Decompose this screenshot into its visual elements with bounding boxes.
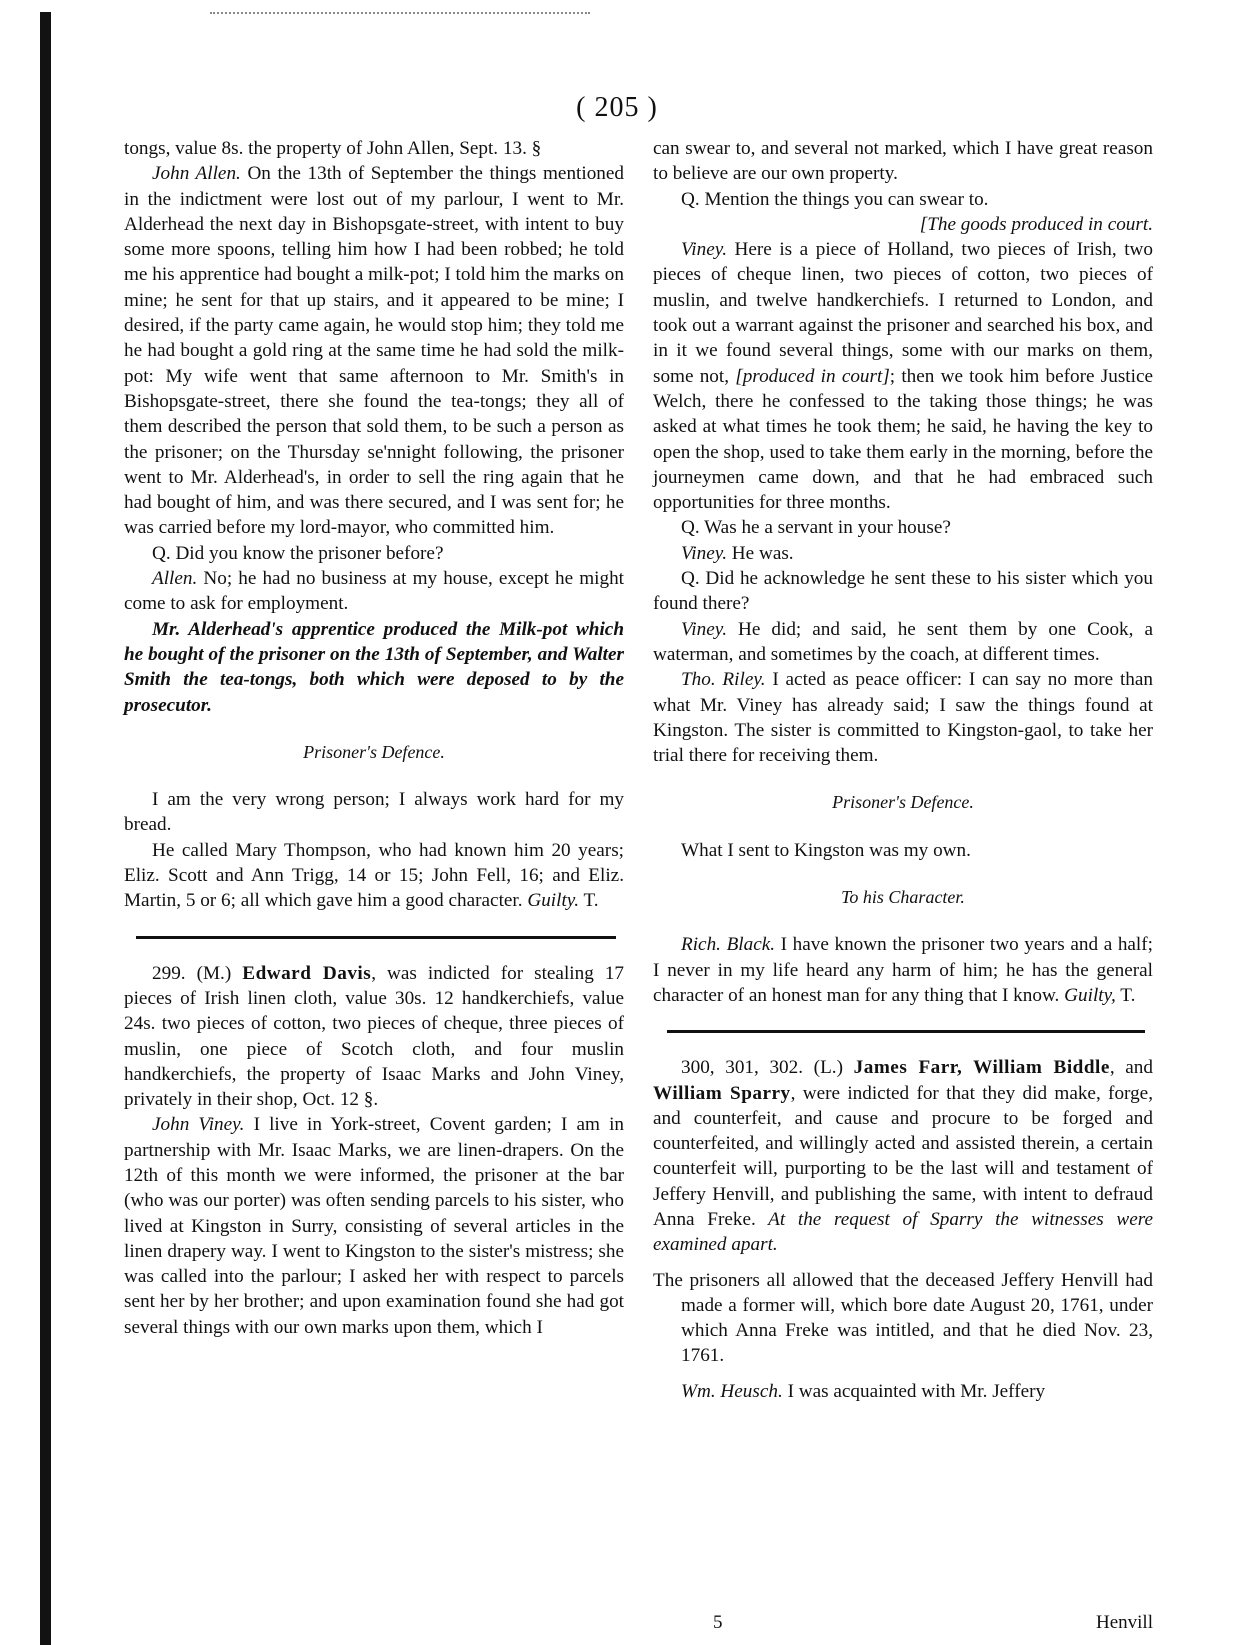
testimony-text: Here is a piece of Holland, two pieces of Irish, two pieces of cheque linen, two pieces of cotton, two pieces of muslin, and twelve handkerchiefs. I returned to London, and took out a warrant against the prisoner and searched his box, and in it we found several things, some with our marks on them, some not, [653, 239, 1153, 387]
testimony-text: I live in York-street, Covent garden; I am in partnership with Mr. Isaac Marks, we are linen-drapers. On the 12th of this month we were informed, the prisoner at the bar (who was our porter) was often sending parcels to his sister, who lived at Kingston in Surry, consisting of several articles in the linen drapery way. I went to Kingston to the sister's mistress; she was called into the parlour; I asked her with respect to parcels sent her by her brother; and upon examination found she had got several things with our own marks upon them, which I [124, 1114, 624, 1338]
paragraph: The prisoners all allowed that the deceased Jeffery Henvill had made a former will, which bore date August 20, 1761, under which Anna Freke was intitled, and that he died Nov. 23, 1761. [653, 1269, 1153, 1367]
section-divider [667, 1030, 1145, 1033]
section-heading: Prisoner's Defence. [832, 792, 974, 813]
paragraph [124, 161, 624, 540]
scan-artifact [210, 12, 590, 16]
indictment-text: , and [1109, 1057, 1153, 1079]
speaker-name: Viney. [681, 542, 727, 564]
question: Q. Did he acknowledge he sent these to his sister which you found there? [653, 568, 1153, 615]
court-note: Mr. Alderhead's apprentice produced the Milk-pot which he bought of the prisoner on the 13th of September, and Walter Smith the tea-tongs, both which were deposed to by the prosecutor. [124, 618, 624, 716]
indictment-text: , was indicted for stealing 17 pieces of Irish linen cloth, value 30s. 12 handkerchiefs, value 24s. two pieces of cotton, two pieces of cheque, three pieces of muslin, one piece of Scotch cloth, and four muslin handkerchiefs, the property of Isaac Marks and John Viney, privately in their shop, Oct. 12 §. [124, 962, 625, 1111]
question: Q. Mention the things you can swear to. [681, 188, 989, 210]
question: Q. Was he a servant in your house? [681, 517, 951, 539]
defendant-name: James Farr, William Biddle [853, 1057, 1110, 1079]
paragraph: I am the very wrong person; I always work hard for my bread. [124, 789, 624, 836]
speaker-name: Tho. Riley. [681, 669, 766, 691]
testimony-text: ; then we took him before Justice Welch, there he confessed to the taking those things; he was asked at what times he took them; he said, he having the key to open the shop, used to take them early in the morning, before the journeymen came down, and that he had embraced such opportunities for three months. [653, 365, 1153, 514]
testimony-text: On the 13th of September the things mentioned in the indictment were lost out of my parlour, I went to Mr. Alderhead the next day in Bishopsgate-street, with intent to buy some more spoons, telling him how I had been robbed; he told me his apprentice had bought a milk-pot; I told him the marks on mine; he sent for that up stairs, and it appeared to be mine; I desired, if the party came again, he would stop him; they told me he had bought a gold ring at the same time he had sold the milk-pot: My wife went that same afternoon to Mr. Smith's in Bishopsgate-street, there she found the tea-tongs; they all of them described the person that sold them, to be such a person as the prisoner; on the Thursday se'nnight following, the prisoner went to Mr. Alderhead's, in order to sell the ring again that he had bought of him, and was there secured, and I was sent for; he was carried before my lord-mayor, who committed him. [124, 163, 624, 539]
paragraph: can swear to, and several not marked, which I have great reason to believe are our own property. [653, 138, 1153, 185]
indictment-text: , were indicted for that they did make, forge, and counterfeit, and cause and procure to be forged and counterfeited, and willingly acted and assisted therein, a certain counterfeit will, purporting to be the last will and testament of Jeffery Henvill, and publishing the same, with intent to defraud Anna Freke. [653, 1082, 1153, 1230]
speaker-name: Allen. [152, 568, 198, 590]
speaker-name: Viney. [681, 239, 727, 261]
paragraph [124, 1112, 624, 1340]
speaker-name: Viney. [681, 618, 727, 640]
paragraph [653, 541, 1153, 566]
indictment-paragraph [653, 1055, 1153, 1257]
catchword: Henvill [1096, 1612, 1153, 1633]
witness-list: He called Mary Thompson, who had known him 20 years; Eliz. Scott and Ann Trigg, 14 or 15; John Fell, 16; and Eliz. Martin, 5 or 6; all which gave him a good character. [124, 839, 624, 912]
signature-mark: 5 [713, 1612, 723, 1633]
court-note: At the request of Sparry the witnesses were examined apart. [653, 1208, 1154, 1256]
sentence: T. [1115, 984, 1136, 1006]
court-note: [produced in court] [735, 365, 890, 387]
verdict: Guilty. [522, 890, 580, 912]
testimony-text: He did; and said, he sent them by one Cook, a waterman, and sometimes by the coach, at different times. [653, 618, 1153, 665]
defendant-name: Edward Davis [242, 962, 372, 984]
page-number: ( 205 ) [576, 92, 658, 123]
speaker-name: Wm. Heusch. [681, 1380, 783, 1402]
paragraph [124, 566, 624, 617]
case-number: 299. (M.) [152, 962, 243, 984]
section-heading: Prisoner's Defence. [303, 741, 445, 762]
paragraph [653, 237, 1153, 515]
binding-edge [40, 12, 51, 1645]
left-column [124, 136, 624, 1340]
testimony-text: No; he had no business at my house, except he might come to ask for employment. [124, 568, 624, 615]
paragraph: tongs, value 8s. the property of John Allen, Sept. 13. § [124, 138, 542, 159]
paragraph [653, 1379, 1153, 1404]
verdict: Guilty, [1059, 984, 1116, 1006]
testimony-text: He was. [727, 542, 794, 564]
indictment-paragraph [124, 961, 624, 1113]
testimony-text: I was acquainted with Mr. Jeffery [782, 1380, 1046, 1402]
sentence: T. [579, 890, 599, 912]
court-note: [The goods produced in court. [919, 213, 1153, 235]
speaker-name: John Viney. [152, 1114, 245, 1136]
paragraph: What I sent to Kingston was my own. [681, 839, 971, 861]
paragraph [653, 667, 1153, 768]
case-number: 300, 301, 302. (L.) [681, 1057, 854, 1079]
right-column [653, 136, 1153, 1404]
paragraph [653, 617, 1153, 668]
speaker-name: Rich. Black. [681, 934, 776, 956]
defendant-name: William Sparry [653, 1082, 791, 1104]
testimony-text: I acted as peace officer: I can say no more than what Mr. Viney has already said; I saw the things found at Kingston. The sister is committed to Kingston-gaol, to take her trial there for receiving them. [653, 669, 1153, 767]
spacer [653, 1369, 1153, 1379]
paragraph [124, 838, 624, 914]
section-heading: To his Character. [841, 887, 965, 908]
speaker-name: John Allen. [152, 163, 241, 185]
spacer [653, 1258, 1153, 1268]
section-divider [136, 936, 616, 939]
paragraph [653, 932, 1153, 1008]
testimony-text: I have known the prisoner two years and a half; I never in my life heard any harm of him; he has the general character of an honest man for any thing that I know. [653, 934, 1153, 1006]
question: Q. Did you know the prisoner before? [152, 542, 444, 564]
